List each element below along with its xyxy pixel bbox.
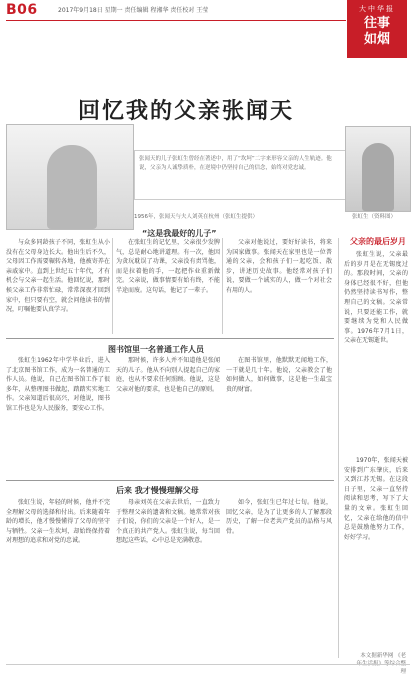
section-rule — [6, 480, 334, 481]
photo-caption-right: 张虹生（资料图） — [352, 214, 397, 220]
article-column-2 — [116, 238, 220, 334]
photo-figure — [47, 145, 97, 229]
lead-quote — [134, 150, 346, 200]
paragraph: 母亲刘英在父亲去世后，一直致力于整理父亲的遗著和文稿。她常常对孩子们说，你们的父亲是一个好人，是一个真正的共产党人。张虹生说，每当回想起这些话，心中总是充满敬意。 — [116, 499, 220, 545]
paragraph: 与众多同龄孩子不同，张虹生从小没有在父母身边长大。他出生后不久，父母因工作需要辗转各地，他被寄养在亲戚家中。直到上世纪五十年代，才有机会与父亲一起生活。他回忆说，那时候父亲工作非常忙碌，常常深夜才回到家中，但只要有空，就会问他读书的情况，叮嘱他要认真学习。 — [6, 239, 110, 314]
lead-quote-text: 张闻天的儿子张虹生曾经在著述中，用了“坎坷”二字来形容父亲的人生轨迹。他说，父亲为人诚挚质朴，在逆境中仍坚持自己的信念，始终对党忠诚。 — [139, 156, 332, 171]
brand-label: 大中华报 — [359, 5, 395, 13]
portrait-photo — [345, 126, 411, 212]
article-column-4 — [344, 250, 408, 450]
subhead-last-years: 父亲的最后岁月 — [350, 237, 406, 246]
paragraph: 张虹生说，父亲最后的岁月是在无锡度过的。那段时间，父亲的身体已经很不好，但他仍然坚持读书写作，整理自己的文稿。父亲常说，只要还能工作，就要继续为党和人民做事。1976年7月1日，父亲在无锡逝世。 — [344, 251, 408, 345]
paragraph: 1970年，张闻天被安排到广东肇庆，后来又到江苏无锡。在这段日子里，父亲一直坚持阅读和思考，写下了大量的文章。张虹生回忆，父亲在给他的信中总是鼓励他努力工作，好好学习。 — [344, 457, 408, 541]
article-column-7 — [116, 356, 220, 476]
column-badge — [347, 0, 407, 58]
column-subtitle: 如烟 — [363, 32, 390, 47]
bottom-rule — [6, 664, 410, 665]
article-column-11 — [226, 498, 332, 648]
article-column-9 — [6, 498, 110, 648]
photo-caption-left: 1956年，张闻天与夫人刘英在杭州（张虹生提供） — [134, 214, 258, 220]
issue-info: 2017年9月18日 星期一 责任编辑 程湘华 责任校对 王莹 — [58, 7, 209, 14]
page-number: B06 — [6, 2, 38, 18]
article-column-5 — [344, 456, 408, 648]
family-photo — [6, 124, 134, 230]
subhead-understanding: 后来 我才慢慢理解父母 — [116, 486, 199, 495]
article-column-10 — [116, 498, 220, 648]
source-note: 本文据新华网 《老 理 — [360, 653, 406, 675]
article-column-6 — [6, 356, 110, 476]
header-rule — [6, 20, 346, 21]
subhead-best-son: “这是我最好的儿子” — [142, 229, 217, 238]
paragraph: 父亲对他说过，要好好读书，将来为国家做事。张闻天在家里也是一位普通的父亲，会和孩子们一起吃饭、散步，讲述历史故事。他经常对孩子们说，要做一个诚实的人，做一个对社会有用的人。 — [226, 239, 332, 294]
paragraph: 张虹生说，年轻的时候，他并不完全理解父母的选择和付出。后来随着年龄的增长，他才慢慢懂得了父母的坚守与牺牲。父亲一生坎坷，却始终保持着对理想的追求和对党的忠诚。 — [6, 499, 110, 545]
column-title: 往事 — [363, 16, 390, 31]
article-column-8 — [226, 356, 332, 476]
paragraph: 在张虹生的记忆里，父亲很少发脾气，总是耐心地讲道理。有一次，他因为贪玩耽误了功课，父亲没有责骂他，而是拉着他的手，一起把作业重新做完。父亲说，做事情要有始有终，不能半途而废。这句话，他记了一辈子。 — [116, 239, 220, 294]
paragraph: 如今，张虹生已年过七旬。他说，回忆父亲，是为了让更多的人了解那段历史，了解一位老共产党员的品格与风骨。 — [226, 499, 332, 535]
column-divider — [112, 238, 113, 334]
paragraph: 在图书馆里，他默默无闻地工作，一干就是几十年。他说，父亲教会了他如何做人，如何做事，这是他一生最宝贵的财富。 — [226, 357, 332, 393]
paragraph: 张虹生1962年中学毕业后，进入了北京图书馆工作，成为一名普通的工作人员。他说，自己在图书馆工作了很多年，从整理图书做起，踏踏实实地工作。父亲知道后很高兴，对他说，图书馆工作也是为人民服务，要安心工作。 — [6, 357, 110, 412]
article-column-3 — [226, 238, 332, 334]
column-divider — [222, 238, 223, 334]
paragraph: 那时候，许多人并不知道他是张闻天的儿子。他从不向别人提起自己的家庭，也从不要求任何照顾。他说，这是父亲对他的要求，也是他自己的原则。 — [116, 357, 220, 393]
article-headline: 回忆我的父亲张闻天 — [78, 99, 295, 124]
subhead-library: 图书馆里一名普通工作人员 — [108, 345, 204, 354]
article-column-1 — [6, 238, 110, 334]
section-rule — [6, 338, 334, 339]
column-divider — [338, 238, 339, 658]
portrait-figure — [362, 143, 394, 211]
